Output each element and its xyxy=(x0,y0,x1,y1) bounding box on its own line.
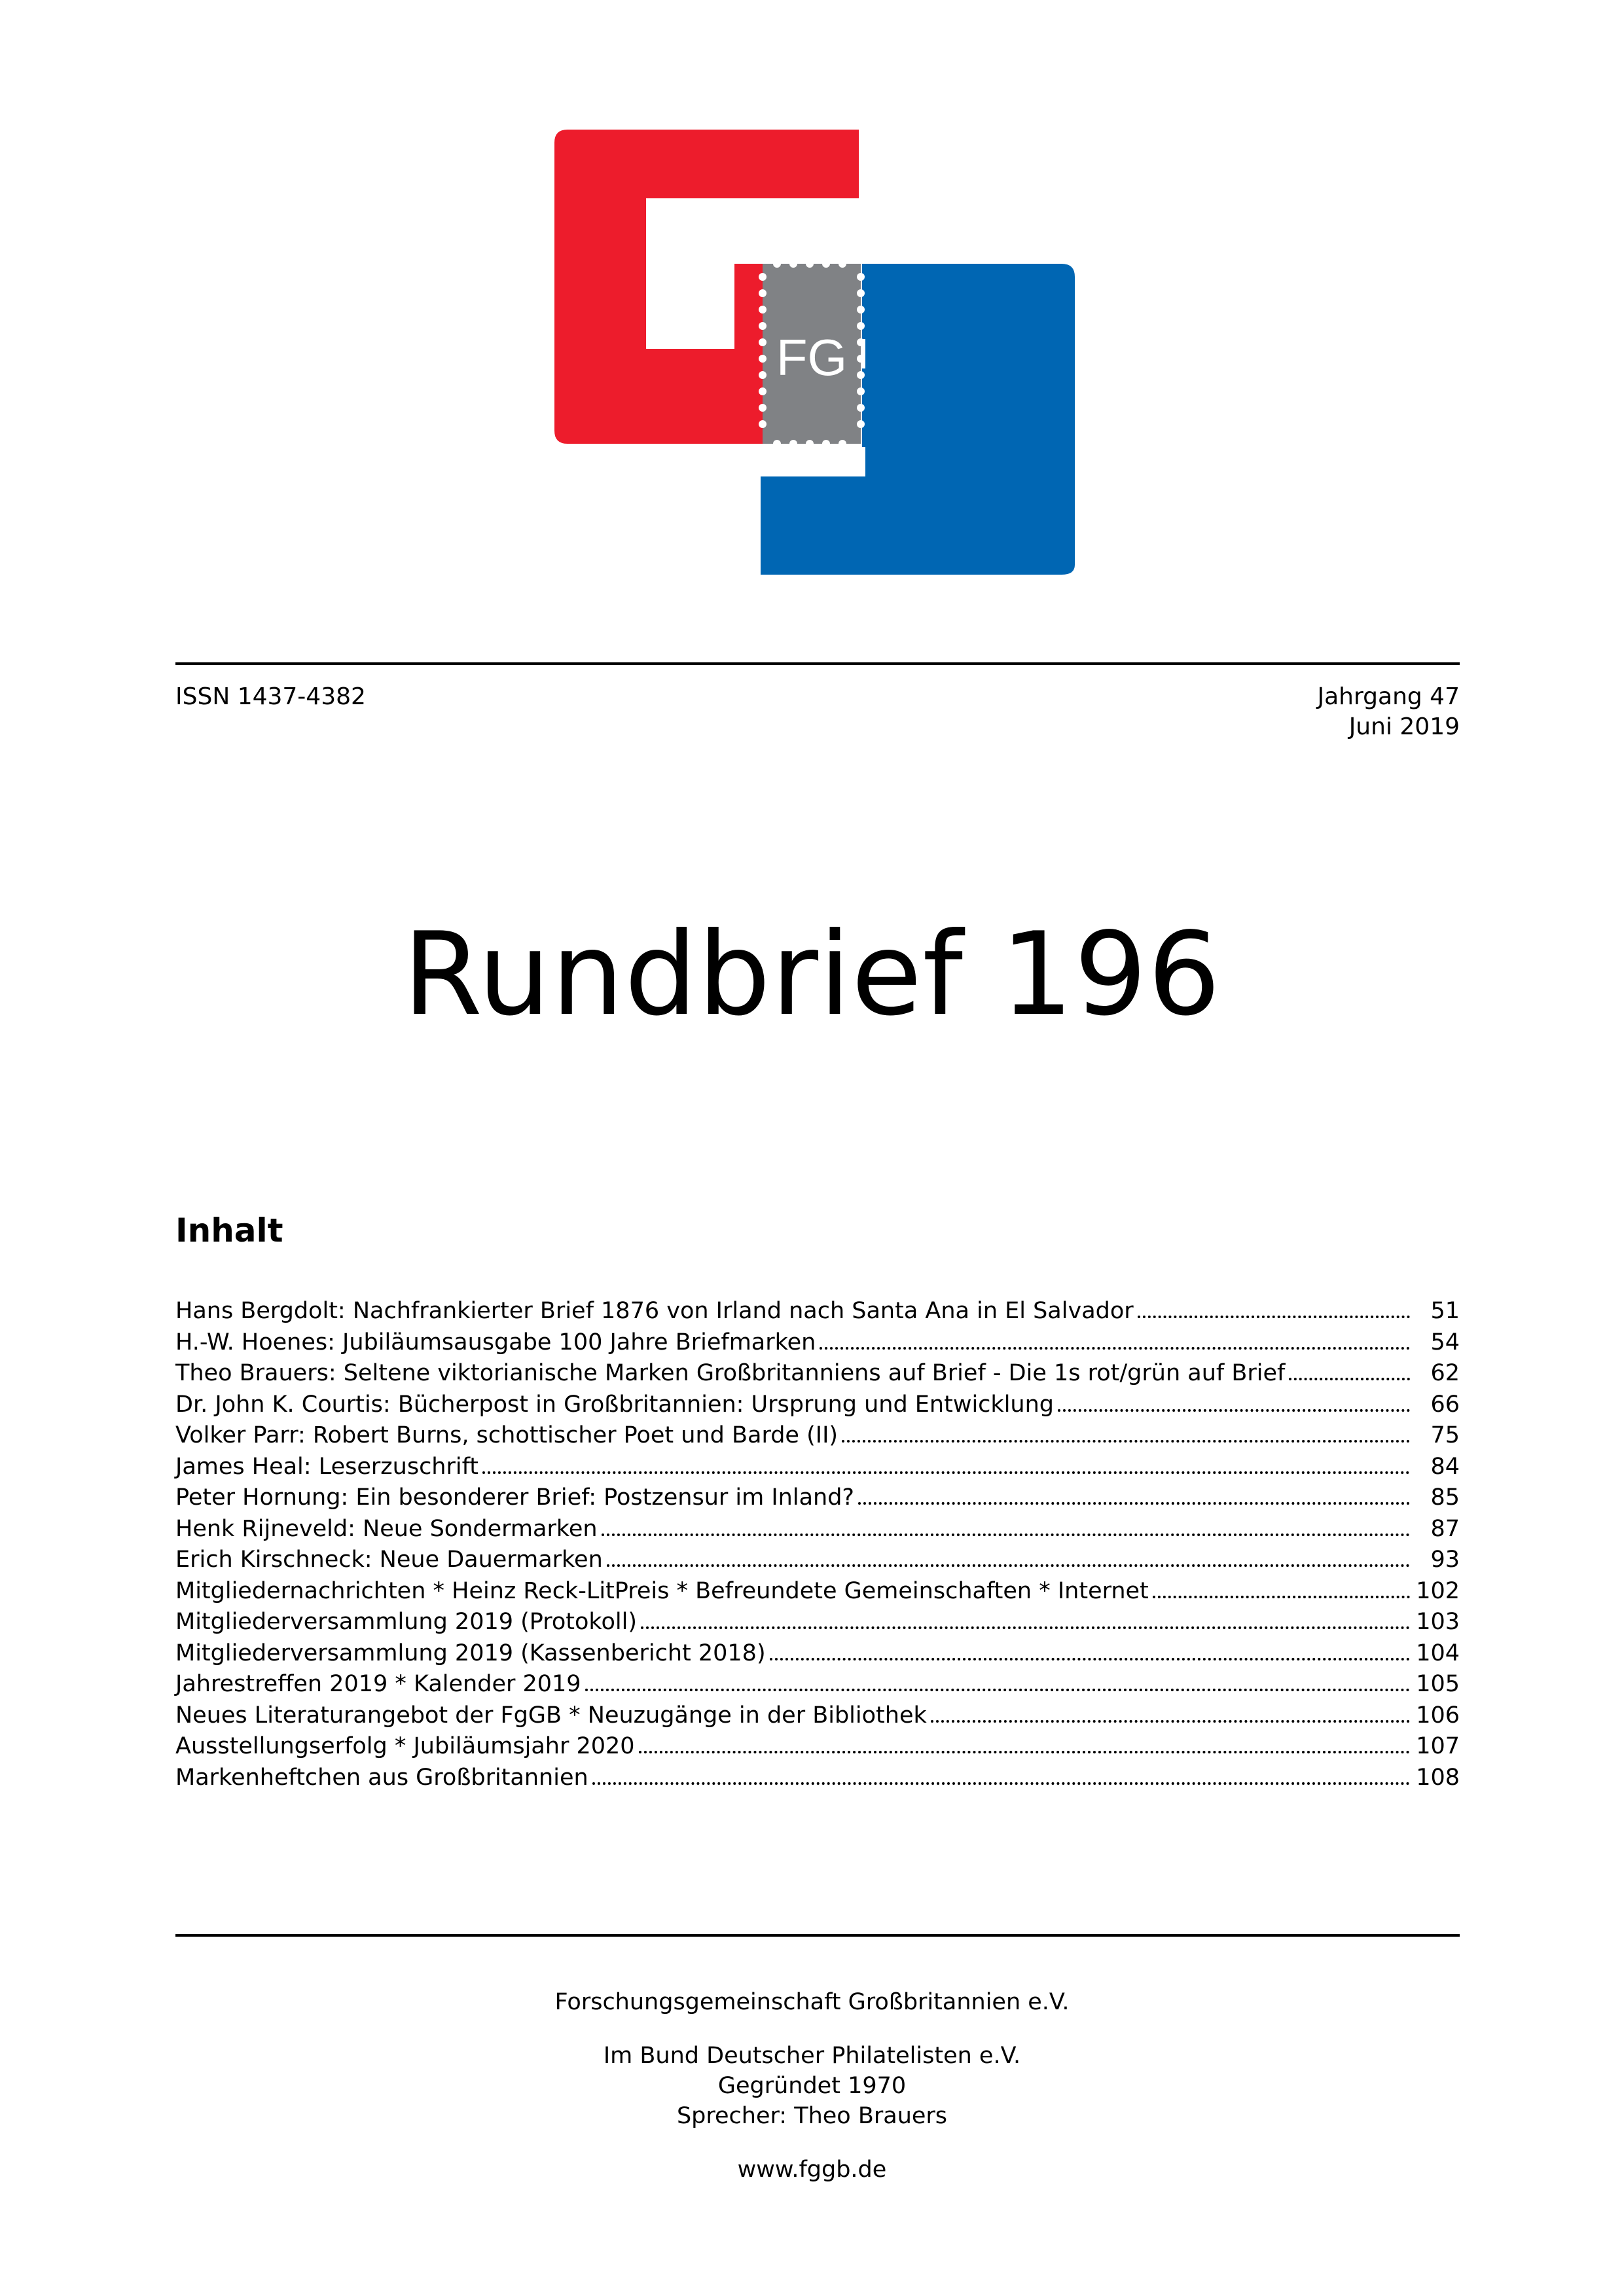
toc-entry-title: Ausstellungserfolg * Jubiläumsjahr 2020 xyxy=(175,1733,635,1759)
toc-dot-leader xyxy=(842,1440,1410,1443)
page-title: Rundbrief 196 xyxy=(403,908,1221,1041)
toc-entry-title: Jahrestreffen 2019 * Kalender 2019 xyxy=(175,1671,581,1697)
toc-dot-leader xyxy=(585,1689,1410,1691)
logo-stamp xyxy=(759,260,865,448)
toc-entry-title: H.-W. Hoenes: Jubiläumsausgabe 100 Jahre Briefmarken xyxy=(175,1329,816,1355)
toc-entry xyxy=(175,1731,1460,1763)
issn-label: ISSN 1437-4382 xyxy=(175,683,366,710)
toc-dot-leader xyxy=(1289,1378,1410,1380)
footer-speaker: Sprecher: Theo Brauers xyxy=(676,2103,948,2129)
toc-entry-title: Theo Brauers: Seltene viktorianische Marken Großbritanniens auf Brief - Die 1s rot/grün auf Brief xyxy=(175,1360,1286,1386)
toc-entry-title: Hans Bergdolt: Nachfrankierter Brief 1876 von Irland nach Santa Ana in El Salvador xyxy=(175,1298,1134,1324)
toc-entry xyxy=(175,1669,1460,1700)
toc-dot-leader xyxy=(639,1751,1410,1753)
toc-dot-leader xyxy=(482,1471,1410,1474)
toc-entry-page: 104 xyxy=(1416,1640,1460,1666)
toc-entry xyxy=(175,1607,1460,1638)
toc-entry xyxy=(175,1482,1460,1514)
toc-entry-title: Neues Literaturangebot der FgGB * Neuzugänge in der Bibliothek xyxy=(175,1702,927,1729)
toc-entry xyxy=(175,1358,1460,1390)
toc-dot-leader xyxy=(607,1564,1410,1567)
toc-entry-page: 51 xyxy=(1430,1298,1460,1324)
toc-entry xyxy=(175,1514,1460,1545)
volume-label: Jahrgang 47 xyxy=(1317,683,1460,710)
toc-entry-page: 108 xyxy=(1416,1764,1460,1791)
footer-website: www.fggb.de xyxy=(737,2157,887,2183)
toc-entry-page: 87 xyxy=(1430,1515,1460,1542)
toc-entry xyxy=(175,1545,1460,1576)
toc-entry-title: Henk Rijneveld: Neue Sondermarken xyxy=(175,1515,598,1542)
table-of-contents xyxy=(175,1296,1460,1793)
toc-entry-page: 66 xyxy=(1430,1391,1460,1418)
toc-entry xyxy=(175,1390,1460,1421)
toc-entry xyxy=(175,1327,1460,1359)
toc-entry xyxy=(175,1452,1460,1483)
toc-dot-leader xyxy=(641,1626,1410,1629)
toc-dot-leader xyxy=(592,1782,1410,1785)
issue-date: Juni 2019 xyxy=(1348,713,1460,740)
toc-dot-leader xyxy=(858,1502,1410,1505)
toc-entry-page: 85 xyxy=(1430,1484,1460,1511)
toc-dot-leader xyxy=(1058,1409,1410,1412)
toc-entry xyxy=(175,1296,1460,1327)
toc-entry xyxy=(175,1420,1460,1452)
toc-entry-title: Peter Hornung: Ein besonderer Brief: Postzensur im Inland? xyxy=(175,1484,854,1511)
toc-entry xyxy=(175,1576,1460,1607)
toc-dot-leader xyxy=(820,1347,1410,1350)
toc-dot-leader xyxy=(1153,1596,1410,1598)
toc-entry-title: Volker Parr: Robert Burns, schottischer Poet und Barde (II) xyxy=(175,1422,839,1448)
toc-entry-page: 105 xyxy=(1416,1671,1460,1697)
toc-entry xyxy=(175,1700,1460,1732)
toc-entry-page: 62 xyxy=(1430,1360,1460,1386)
header-rule xyxy=(175,662,1460,665)
toc-entry-page: 84 xyxy=(1430,1453,1460,1480)
toc-entry-title: James Heal: Leserzuschrift xyxy=(175,1453,479,1480)
toc-dot-leader xyxy=(931,1720,1410,1723)
toc-entry-title: Markenheftchen aus Großbritannien xyxy=(175,1764,588,1791)
toc-entry-title: Erich Kirschneck: Neue Dauermarken xyxy=(175,1547,603,1573)
toc-entry-title: Mitgliederversammlung 2019 (Kassenbericht 2018) xyxy=(175,1640,766,1666)
toc-dot-leader xyxy=(770,1658,1410,1660)
footer-affiliation: Im Bund Deutscher Philatelisten e.V. xyxy=(603,2043,1021,2069)
toc-entry-page: 106 xyxy=(1416,1702,1460,1729)
issue-info xyxy=(1318,682,1460,742)
toc-entry xyxy=(175,1638,1460,1670)
toc-entry-page: 93 xyxy=(1430,1547,1460,1573)
toc-heading: Inhalt xyxy=(175,1211,283,1249)
footer-rule xyxy=(175,1934,1460,1937)
toc-entry-title: Dr. John K. Courtis: Bücherpost in Großbritannien: Ursprung und Entwicklung xyxy=(175,1391,1054,1418)
toc-dot-leader xyxy=(1138,1316,1410,1318)
toc-entry xyxy=(175,1763,1460,1794)
toc-entry-page: 75 xyxy=(1430,1422,1460,1448)
toc-entry-page: 102 xyxy=(1416,1577,1460,1604)
footer-founded: Gegründet 1970 xyxy=(717,2073,907,2099)
toc-entry-title: Mitgliederversammlung 2019 (Protokoll) xyxy=(175,1609,637,1635)
toc-entry-page: 107 xyxy=(1416,1733,1460,1759)
toc-entry-title: Mitgliedernachrichten * Heinz Reck-LitPreis * Befreundete Gemeinschaften * Internet xyxy=(175,1577,1149,1604)
toc-dot-leader xyxy=(602,1534,1410,1536)
footer-organization: Forschungsgemeinschaft Großbritannien e.V. xyxy=(554,1989,1070,2015)
fggb-logo xyxy=(554,130,1078,575)
toc-entry-page: 54 xyxy=(1430,1329,1460,1355)
toc-entry-page: 103 xyxy=(1416,1609,1460,1635)
logo-stamp-text: FG xyxy=(776,329,848,386)
